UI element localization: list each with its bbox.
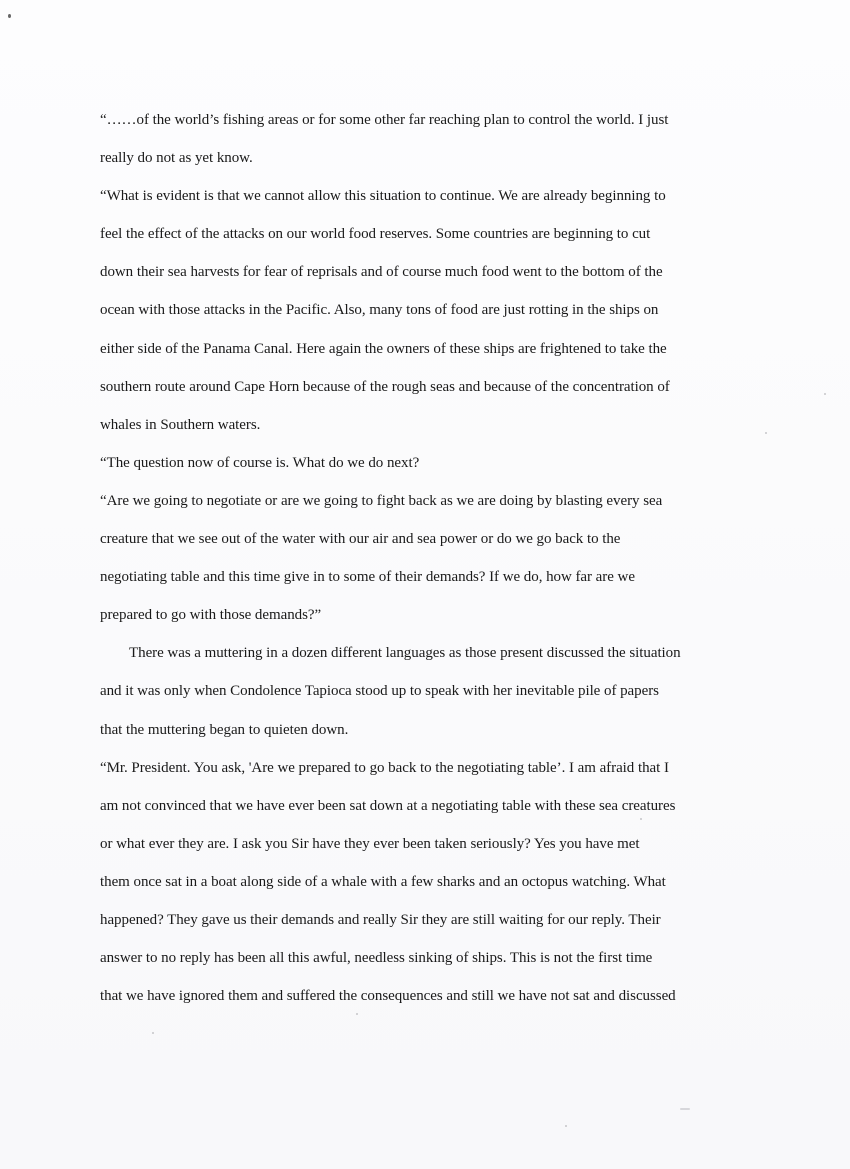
scan-speck (8, 14, 11, 18)
text-line: “What is evident is that we cannot allow this situation to continue. We are already beginning to (100, 188, 666, 205)
scan-speck (565, 1125, 567, 1127)
text-line: negotiating table and this time give in to some of their demands? If we do, how far are we (100, 569, 635, 586)
text-line: “Mr. President. You ask, 'Are we prepared to go back to the negotiating table’. I am afraid that I (100, 759, 669, 776)
text-line: feel the effect of the attacks on our world food reserves. Some countries are beginning to cut (100, 226, 651, 243)
scan-speck (824, 393, 826, 395)
text-line: them once sat in a boat along side of a whale with a few sharks and an octopus watching. What (100, 873, 666, 890)
scan-speck (765, 432, 767, 434)
scan-speck (680, 1108, 690, 1110)
text-line: that the muttering began to quieten down. (100, 721, 349, 738)
text-line: There was a muttering in a dozen different languages as those present discussed the situation (129, 645, 681, 662)
text-line: either side of the Panama Canal. Here again the owners of these ships are frightened to take the (100, 340, 667, 357)
text-line: that we have ignored them and suffered the consequences and still we have not sat and discussed (100, 988, 676, 1005)
text-line: prepared to go with those demands?” (100, 607, 322, 624)
text-line: “Are we going to negotiate or are we going to fight back as we are doing by blasting every sea (100, 492, 663, 509)
text-line: happened? They gave us their demands and really Sir they are still waiting for our reply. Their (100, 911, 661, 928)
text-line: ocean with those attacks in the Pacific. Also, many tons of food are just rotting in the ships on (100, 302, 659, 319)
text-line: “The question now of course is. What do we do next? (100, 454, 420, 471)
text-line: answer to no reply has been all this awful, needless sinking of ships. This is not the first time (100, 950, 653, 967)
text-line: or what ever they are. I ask you Sir have they ever been taken seriously? Yes you have met (100, 835, 640, 852)
body-text (100, 101, 760, 1015)
text-line: southern route around Cape Horn because of the rough seas and because of the concentration of (100, 378, 670, 395)
text-line: am not convinced that we have ever been sat down at a negotiating table with these sea creatures (100, 797, 676, 814)
text-line: and it was only when Condolence Tapioca stood up to speak with her inevitable pile of papers (100, 683, 659, 700)
text-line: whales in Southern waters. (100, 416, 261, 433)
text-line: really do not as yet know. (100, 150, 253, 167)
text-line: creature that we see out of the water with our air and sea power or do we go back to the (100, 531, 621, 548)
text-line: “……of the world’s fishing areas or for some other far reaching plan to control the world. I just (100, 112, 669, 128)
scan-speck (152, 1032, 154, 1034)
text-line: down their sea harvests for fear of reprisals and of course much food went to the bottom of the (100, 264, 663, 281)
